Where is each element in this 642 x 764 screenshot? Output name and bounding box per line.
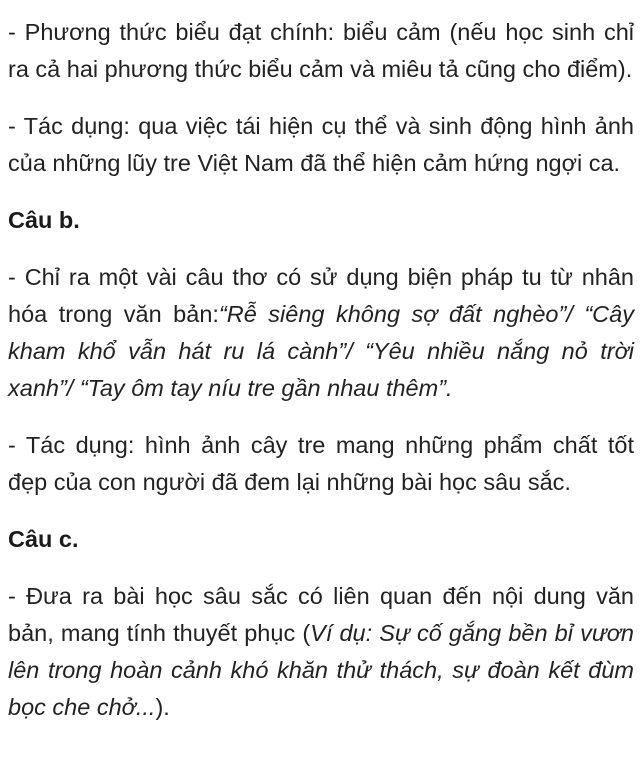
paragraph-effect-a: - Tác dụng: qua việc tái hiện cụ thể và sinh động hình ảnh của những lũy tre Việt Nam đã thể hiện cảm hứng ngợi ca. — [8, 113, 634, 176]
personification-quotes: “Rễ siêng không sợ đất nghèo”/ “Cây kham khổ vẫn hát ru lá cành”/ “Yêu nhiều nắng nỏ trời xanh”/ “Tay ôm tay níu tre gần nhau thêm”. — [8, 301, 634, 401]
lesson-example: Ví dụ: Sự cố gắng bền bỉ vươn lên trong hoàn cảnh khó khăn thử thách, sự đoàn kết đùm bọc che chở... — [8, 620, 634, 720]
personification-intro: - Chỉ ra một vài câu thơ có sử dụng biện pháp tu từ nhân hóa trong văn bản: — [8, 264, 634, 327]
heading-question-c: Câu c. — [8, 526, 79, 552]
lesson-intro: - Đưa ra bài học sâu sắc có liên quan đến nội dung văn bản, mang tính thuyết phục ( — [8, 583, 634, 646]
paragraph-personification — [8, 259, 634, 407]
paragraph-lesson — [8, 578, 634, 726]
paragraph-expression-method: - Phương thức biểu đạt chính: biểu cảm (nếu học sinh chỉ ra cả hai phương thức biểu cảm và miêu tả cũng cho điểm). — [8, 19, 634, 82]
paragraph-effect-b: - Tác dụng: hình ảnh cây tre mang những phẩm chất tốt đẹp của con người đã đem lại những bài học sâu sắc. — [8, 432, 634, 495]
document-body — [8, 14, 634, 726]
lesson-closing: ). — [155, 694, 170, 720]
heading-question-b: Câu b. — [8, 207, 80, 233]
